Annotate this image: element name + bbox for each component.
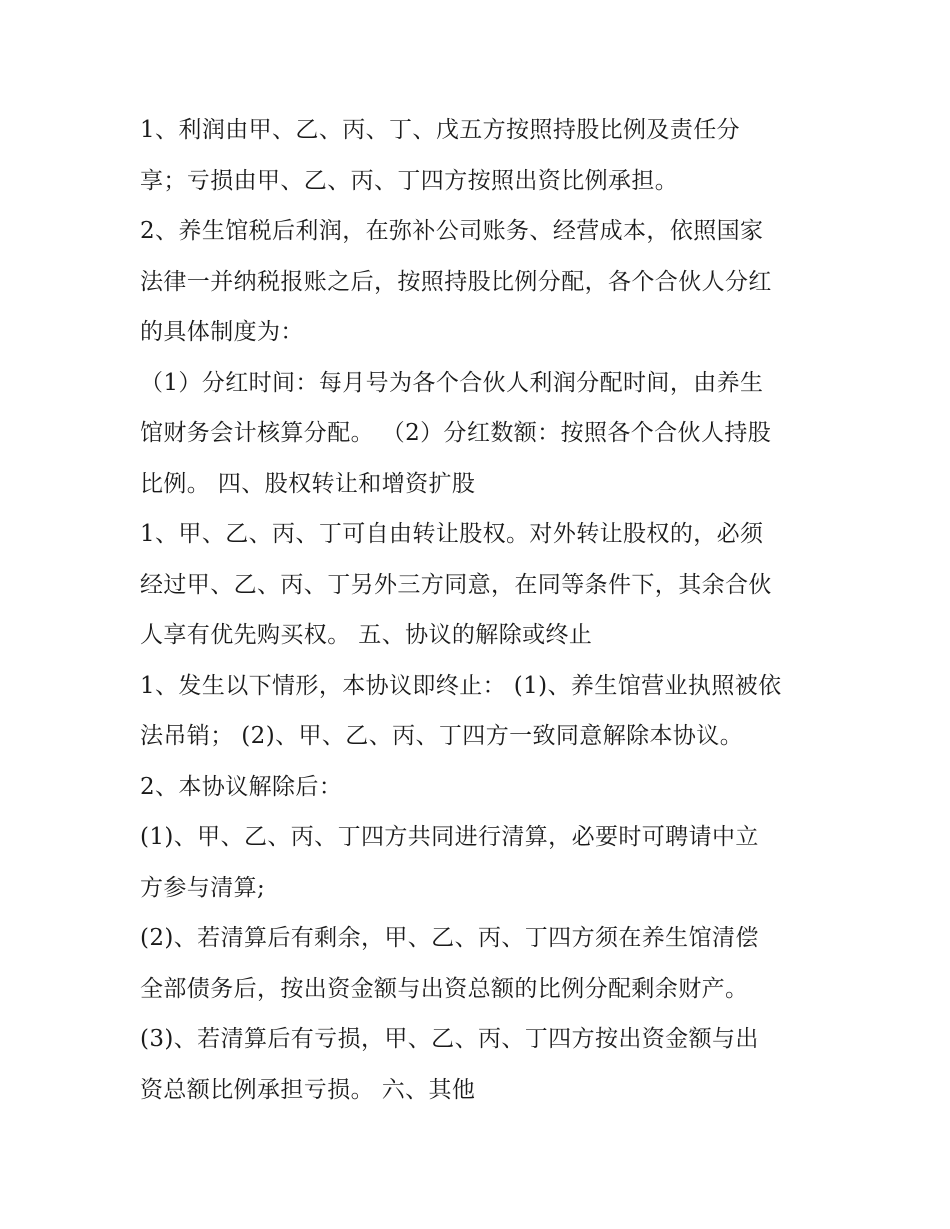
text-line: 的具体制度为： [140,319,304,345]
text-line: 1、利润由甲、乙、丙、丁、戊五方按照持股比例及责任分 [140,117,741,143]
text-line: 经过甲、乙、丙、丁另外三方同意，在同等条件下，其余合伙 [140,572,772,598]
text-line: 1、甲、乙、丙、丁可自由转让股权。对外转让股权的，必须 [140,521,764,547]
text-line: (1)、甲、乙、丙、丁四方共同进行清算，必要时可聘请中立 [140,824,759,850]
text-line: 人享有优先购买权。 五、协议的解除或终止 [140,622,593,648]
text-line: (2)、若清算后有剩余，甲、乙、丙、丁四方须在养生馆清偿 [140,925,759,951]
text-line: 馆财务会计核算分配。 （2）分红数额：按照各个合伙人持股 [140,420,772,446]
text-line: 全部债务后，按出资金额与出资总额的比例分配剩余财产。 [140,976,749,1002]
text-line: 2、养生馆税后利润，在弥补公司账务、经营成本，依照国家 [140,218,764,244]
text-line: 比例。 四、股权转让和增资扩股 [140,471,476,497]
text-line: 法律一并纳税报账之后，按照持股比例分配，各个合伙人分红 [140,269,772,295]
text-line: 2、本协议解除后： [140,774,343,800]
text-line: 享；亏损由甲、乙、丙、丁四方按照出资比例承担。 [140,168,679,194]
text-line: (3)、若清算后有亏损，甲、乙、丙、丁四方按出资金额与出 [140,1026,759,1052]
text-line: （1）分红时间：每月号为各个合伙人利润分配时间，由养生 [140,370,764,396]
text-line: 1、发生以下情形，本协议即终止： (1)、养生馆营业执照被依 [140,673,782,699]
text-line: 方参与清算; [140,875,266,901]
text-line: 法吊销； (2)、甲、乙、丙、丁四方一致同意解除本协议。 [140,723,744,749]
text-line: 资总额比例承担亏损。 六、其他 [140,1077,476,1103]
